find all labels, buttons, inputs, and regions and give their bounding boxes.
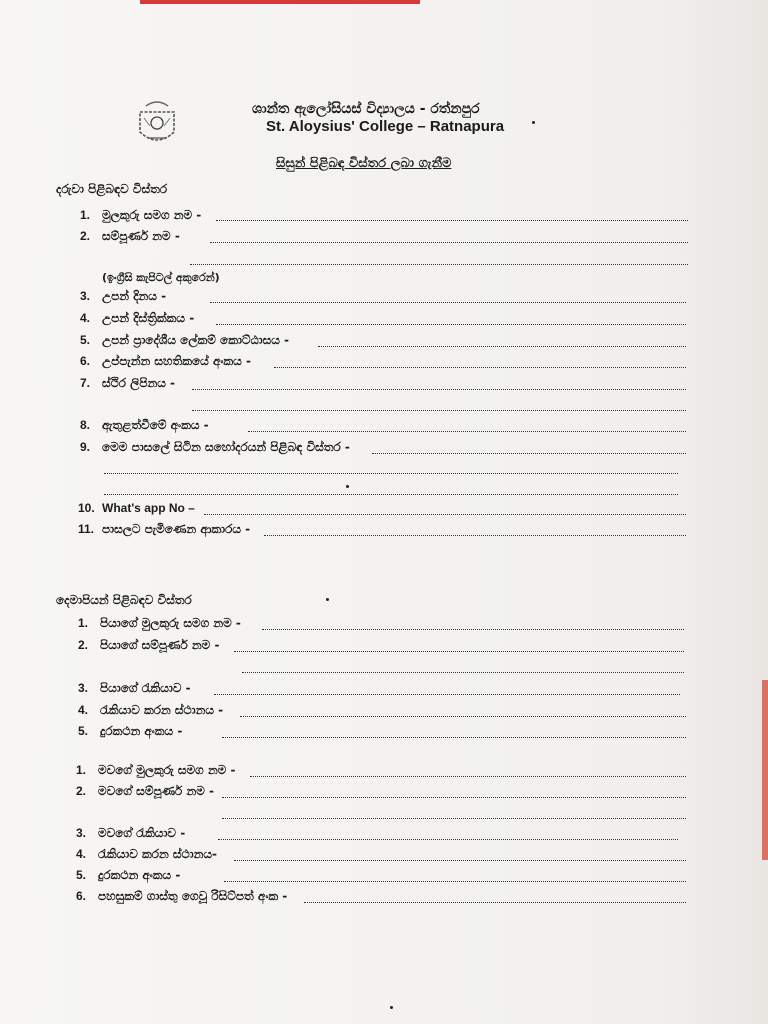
field-number: 3.: [76, 826, 87, 840]
field-father-initials-name: [78, 616, 241, 631]
input-father-full-name-line-2[interactable]: [242, 672, 684, 673]
field-initials-name: [80, 208, 201, 223]
field-label: උප්පැන්න සහතිකයේ අංකය -: [102, 354, 251, 368]
ink-speck: [346, 485, 349, 488]
ink-speck: [390, 1006, 393, 1009]
field-label: පහසුකම් ගාස්තු ගෙවූ රිසිට්පත් අංක -: [98, 889, 288, 903]
input-birth-date[interactable]: [210, 302, 686, 303]
school-name-sinhala: ශාන්ත ඇලෝසියස් විද්‍යාලය - රත්නපුර: [252, 101, 480, 117]
field-label: දුරකථන අංකය -: [98, 868, 181, 882]
input-siblings-details-line-2[interactable]: [104, 473, 678, 474]
field-father-workplace: [78, 703, 223, 718]
field-label: සම්පූර්ණ නම -: [102, 229, 180, 243]
input-mother-initials-name[interactable]: [250, 776, 686, 777]
field-number: 4.: [78, 703, 89, 717]
field-label: උපන් ප්‍රාදේශීය ලේකම් කොට්ඨාසය -: [102, 333, 290, 347]
field-label: What's app No –: [102, 501, 195, 515]
ink-speck: [532, 121, 535, 124]
field-divisional-secretariat: [80, 333, 289, 348]
field-number: 5.: [76, 868, 87, 882]
field-birth-certificate: [80, 354, 251, 369]
field-label: උපන් දිස්ත්‍රික්කය -: [102, 311, 195, 325]
field-label: පාසලට පැමිණෙන ආකාරය -: [102, 522, 251, 536]
input-permanent-address-line-2[interactable]: [192, 410, 686, 411]
input-initials-name[interactable]: [216, 220, 688, 221]
field-label: මවගේ මුලකුරු සමග නම -: [98, 763, 236, 777]
field-admission-number: [80, 418, 209, 433]
input-siblings-details[interactable]: [372, 453, 686, 454]
field-birth-district: [80, 311, 194, 326]
red-edge-top: [140, 0, 420, 4]
field-number: 6.: [80, 354, 91, 368]
input-full-name[interactable]: [210, 242, 688, 243]
field-father-phone: [78, 724, 182, 739]
ink-speck: [326, 598, 329, 601]
input-full-name-line-2[interactable]: [190, 264, 688, 265]
input-admission-number[interactable]: [248, 431, 686, 432]
input-facility-fee-receipt[interactable]: [304, 902, 686, 903]
field-number: 4.: [76, 847, 87, 861]
input-mother-workplace[interactable]: [234, 860, 686, 861]
field-number: 8.: [80, 418, 91, 432]
input-whatsapp-number[interactable]: [204, 514, 686, 515]
input-mother-full-name[interactable]: [222, 797, 686, 798]
field-facility-fee-receipt: [76, 889, 287, 904]
input-birth-district[interactable]: [216, 324, 686, 325]
input-father-phone[interactable]: [222, 737, 686, 738]
input-father-workplace[interactable]: [240, 716, 686, 717]
input-mother-occupation[interactable]: [218, 839, 678, 840]
input-birth-certificate[interactable]: [274, 367, 686, 368]
field-label: රැකියාව කරන ස්ථානය-: [98, 847, 217, 861]
field-number: 3.: [80, 289, 91, 303]
input-mother-full-name-line-2[interactable]: [222, 818, 686, 819]
field-father-occupation: [78, 681, 191, 696]
field-number: 9.: [80, 440, 91, 454]
field-label: උපන් දිනය -: [102, 289, 167, 303]
field-number: 2.: [80, 229, 91, 243]
field-mother-initials-name: [76, 763, 235, 778]
field-number: 1.: [78, 616, 89, 630]
input-transport-mode[interactable]: [264, 535, 686, 536]
field-label: මුලකුරු සමග නම -: [102, 208, 202, 222]
field-label: පියාගේ සම්පූර්ණ නම -: [100, 638, 220, 652]
field-label: පියාගේ මුලකුරු සමග නම -: [100, 616, 241, 630]
field-mother-occupation: [76, 826, 185, 841]
field-transport-mode: [78, 522, 250, 537]
input-mother-phone[interactable]: [224, 881, 686, 882]
field-birth-date: [80, 289, 166, 304]
field-label: ස්ථිර ලිපිනය -: [102, 376, 175, 390]
field-label: රැකියාව කරන ස්ථානය -: [100, 703, 224, 717]
field-siblings-details: [80, 440, 350, 455]
field-label: පියාගේ රැකියාව -: [100, 681, 191, 695]
field-whatsapp-number: [78, 501, 195, 515]
form-title: සිසුන් පිළිබඳ විස්තර ලබා ගැනීම: [276, 156, 452, 171]
field-mother-workplace: [76, 847, 217, 862]
field-label: මෙම පාසලේ සිටින සහෝදරයන් පිළිබඳ විස්තර -: [102, 440, 350, 454]
input-father-occupation[interactable]: [214, 694, 680, 695]
field-number: 2.: [76, 784, 87, 798]
school-crest-icon: [136, 98, 178, 150]
field-number: 5.: [78, 724, 89, 738]
field-number: 10.: [78, 501, 95, 515]
input-divisional-secretariat[interactable]: [318, 346, 686, 347]
field-number: 7.: [80, 376, 91, 390]
input-permanent-address[interactable]: [192, 389, 686, 390]
field-label: දුරකථන අංකය -: [100, 724, 183, 738]
field-number: 6.: [76, 889, 87, 903]
field-number: 1.: [80, 208, 91, 222]
field-number: 4.: [80, 311, 91, 325]
field-label: මවගේ සම්පූර්ණ නම -: [98, 784, 214, 798]
field-full-name: [80, 229, 180, 244]
input-siblings-details-line-3[interactable]: [104, 494, 678, 495]
field-father-full-name: [78, 638, 219, 653]
field-number: 2.: [78, 638, 89, 652]
input-father-initials-name[interactable]: [262, 629, 684, 630]
input-father-full-name[interactable]: [234, 651, 684, 652]
school-name-english: St. Aloysius' College – Ratnapura: [266, 118, 505, 135]
field-label: මවගේ රැකියාව -: [98, 826, 186, 840]
field-label: ඇතුළත්වීමේ අංකය -: [102, 418, 209, 432]
parents-section-heading: දෙමාපියන් පිළිබඳව විස්තර: [56, 593, 192, 607]
student-section-heading: දරුවා පිළිබඳව විස්තර: [56, 182, 168, 196]
field-permanent-address: [80, 376, 175, 391]
field-number: 5.: [80, 333, 91, 347]
capitals-note: (ඉංග්‍රීසි කැපිටල් අකුරෙන්): [102, 271, 220, 284]
field-number: 11.: [78, 522, 95, 536]
field-number: 1.: [76, 763, 87, 777]
field-mother-phone: [76, 868, 180, 883]
field-number: 3.: [78, 681, 89, 695]
field-mother-full-name: [76, 784, 214, 799]
red-edge-right: [762, 680, 768, 860]
